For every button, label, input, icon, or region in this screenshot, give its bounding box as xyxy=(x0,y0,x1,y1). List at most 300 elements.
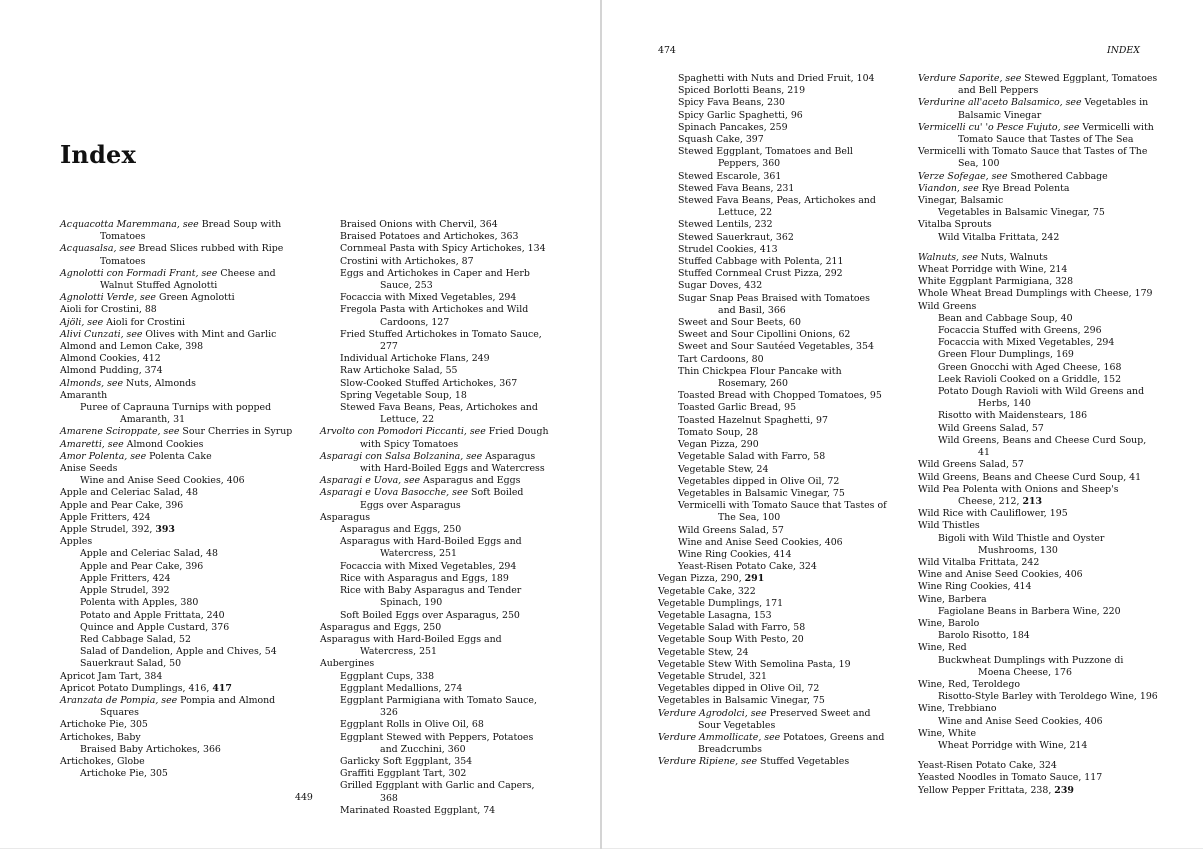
index-subentry xyxy=(320,683,550,695)
index-subentry xyxy=(918,362,1158,374)
index-entry xyxy=(918,301,1158,313)
index-entry xyxy=(918,219,1158,231)
entry-text: Yellow Pepper Frittata, 238, xyxy=(918,784,1055,796)
index-subentry xyxy=(320,268,550,292)
entry-text: Crostini with Artichokes, 87 xyxy=(340,255,474,267)
entry-cross-ref: Verdurine all'aceto Balsamico, see xyxy=(918,97,1082,109)
index-subentry xyxy=(918,423,1158,435)
index-subentry xyxy=(658,500,890,524)
index-entry xyxy=(918,276,1158,288)
entry-text: Slow-Cooked Stuffed Artichokes, 367 xyxy=(340,377,518,389)
entry-bold-page: 393 xyxy=(155,524,175,536)
index-entry xyxy=(60,524,310,536)
index-entry xyxy=(60,341,310,353)
index-subentry xyxy=(658,329,890,341)
index-entry xyxy=(918,642,1158,654)
entry-text: Vegetables in Balsamic Vinegar, 75 xyxy=(678,487,845,499)
entry-text: Salad of Dandelion, Apple and Chives, 54 xyxy=(80,646,277,658)
entry-text: Stewed Sauerkraut, 362 xyxy=(678,231,794,243)
index-entry xyxy=(918,459,1158,471)
entry-text: Yeast-Risen Potato Cake, 324 xyxy=(918,760,1057,772)
index-subentry xyxy=(918,374,1158,386)
index-entry xyxy=(60,268,310,292)
index-subentry xyxy=(918,435,1158,459)
index-entry xyxy=(320,451,550,475)
index-subentry xyxy=(320,292,550,304)
entry-text: Wild Greens, Beans and Cheese Curd Soup, 41 xyxy=(938,434,1147,459)
left-page xyxy=(0,0,600,848)
entry-text: Vermicelli with Tomato Sauce that Tastes of The Sea, 100 xyxy=(918,146,1148,170)
entry-text: Bread Slices rubbed with Ripe Tomatoes xyxy=(100,243,284,267)
entry-text: Braised Potatoes and Artichokes, 363 xyxy=(340,231,519,243)
entry-text: Asparagus and Eggs, 250 xyxy=(320,621,442,633)
index-entry xyxy=(658,647,890,659)
index-entry xyxy=(320,475,550,487)
index-entry xyxy=(918,252,1158,264)
entry-text: Wild Greens Salad, 57 xyxy=(938,422,1044,434)
entry-text: Whole Wheat Bread Dumplings with Cheese, 179 xyxy=(918,288,1153,300)
entry-cross-ref: Verdure Agrodolci, see xyxy=(658,707,767,719)
index-entry xyxy=(918,679,1158,691)
entry-text: Artichoke Pie, 305 xyxy=(80,768,168,780)
index-entry xyxy=(918,122,1158,146)
index-subentry xyxy=(320,695,550,719)
entry-text: Squash Cake, 397 xyxy=(678,134,764,146)
index-entry xyxy=(918,264,1158,276)
entry-text: Leek Ravioli Cooked on a Griddle, 152 xyxy=(938,373,1122,385)
letter-gap xyxy=(918,244,1158,252)
index-subentry xyxy=(60,658,310,670)
index-entry xyxy=(658,598,890,610)
index-entry xyxy=(658,610,890,622)
entry-text: Eggplant Stewed with Peppers, Potatoes and Zucchini, 360 xyxy=(340,731,534,755)
index-subentry xyxy=(658,122,890,134)
entry-text: Wine Ring Cookies, 414 xyxy=(918,581,1032,593)
entry-text: Cornmeal Pasta with Spicy Artichokes, 134 xyxy=(340,243,546,255)
entry-cross-ref: Amaretti, see xyxy=(60,438,124,450)
index-subentry xyxy=(60,548,310,560)
entry-text: Wild Vitalba Frittata, 242 xyxy=(918,556,1040,568)
index-entry xyxy=(918,703,1158,715)
index-entry xyxy=(60,671,310,683)
index-subentry xyxy=(60,561,310,573)
index-subentry xyxy=(658,525,890,537)
index-entry xyxy=(320,634,550,658)
entry-text: Wine and Anise Seed Cookies, 406 xyxy=(938,715,1103,727)
index-entry xyxy=(60,365,310,377)
index-subentry xyxy=(918,740,1158,752)
index-subentry xyxy=(60,585,310,597)
index-entry xyxy=(918,772,1158,784)
index-entry xyxy=(658,659,890,671)
entry-text: Vegetable Salad with Farro, 58 xyxy=(658,622,806,634)
entry-text: Asparagus xyxy=(320,511,371,523)
entry-cross-ref: Asparagi e Uova, see xyxy=(320,475,421,487)
entry-cross-ref: Aranzata de Pompia, see xyxy=(60,694,178,706)
entry-text: Wine, Red, Teroldego xyxy=(918,678,1020,690)
index-entry xyxy=(60,756,310,768)
index-entry xyxy=(918,472,1158,484)
index-subentry xyxy=(60,622,310,634)
entry-text: Individual Artichoke Flans, 249 xyxy=(340,353,490,365)
index-entry xyxy=(918,183,1158,195)
entry-text: Vegan Pizza, 290 xyxy=(678,439,759,451)
index-subentry xyxy=(658,488,890,500)
entry-text: Yeasted Noodles in Tomato Sauce, 117 xyxy=(918,772,1103,784)
index-subentry xyxy=(658,317,890,329)
entry-text: Braised Baby Artichokes, 366 xyxy=(80,743,221,755)
entry-text: Garlicky Soft Eggplant, 354 xyxy=(340,755,473,767)
entry-text: Toasted Garlic Bread, 95 xyxy=(678,402,797,414)
entry-text: Eggplant Parmigiana with Tomato Sauce, 326 xyxy=(340,694,537,719)
index-entry xyxy=(918,508,1158,520)
entry-text: Vegetables dipped in Olive Oil, 72 xyxy=(658,683,820,695)
entry-text: Potatoes, Greens and Breadcrumbs xyxy=(698,731,885,756)
index-subentry xyxy=(658,451,890,463)
right-page xyxy=(602,0,1203,848)
index-entry xyxy=(60,695,310,719)
index-subentry xyxy=(658,402,890,414)
index-subentry xyxy=(60,634,310,646)
index-subentry xyxy=(658,549,890,561)
index-entry xyxy=(918,785,1158,797)
entry-text: Wine, Red xyxy=(918,642,967,654)
entry-text: Bread Soup with Tomatoes xyxy=(100,219,282,243)
index-subentry xyxy=(658,256,890,268)
index-entry xyxy=(60,353,310,365)
index-subentry xyxy=(60,597,310,609)
index-entry xyxy=(320,512,550,524)
entry-text: Asparagus with Hard-Boiled Eggs and Watercress xyxy=(360,450,545,475)
index-entry xyxy=(918,97,1158,121)
entry-text: Wine and Anise Seed Cookies, 406 xyxy=(80,475,245,487)
index-subentry xyxy=(918,349,1158,361)
entry-text: Green Agnolotti xyxy=(155,292,235,304)
entry-text: Vegetable Soup With Pesto, 20 xyxy=(658,634,804,646)
entry-text: Grilled Eggplant with Garlic and Capers, 368 xyxy=(340,780,535,804)
index-subentry xyxy=(320,719,550,731)
entry-bold-page: 291 xyxy=(744,573,765,585)
entry-text: Barolo Risotto, 184 xyxy=(938,630,1030,642)
entry-text: Graffiti Eggplant Tart, 302 xyxy=(340,768,467,780)
index-subentry xyxy=(320,524,550,536)
index-entry xyxy=(918,728,1158,740)
index-subentry xyxy=(658,219,890,231)
index-subentry xyxy=(658,183,890,195)
entry-cross-ref: Agnolotti Verde, see xyxy=(60,292,156,304)
index-subentry xyxy=(658,427,890,439)
entry-bold-page: 213 xyxy=(1022,495,1043,507)
entry-text: Aioli for Crostini, 88 xyxy=(60,304,157,316)
index-subentry xyxy=(658,561,890,573)
entry-text: Wheat Porridge with Wine, 214 xyxy=(918,264,1068,276)
index-entry xyxy=(60,719,310,731)
entry-text: Soft Boiled Eggs over Asparagus xyxy=(360,487,524,511)
entry-text: Wild Greens xyxy=(918,300,977,312)
entry-text: Wild Vitalba Frittata, 242 xyxy=(938,231,1060,243)
index-entry xyxy=(320,487,550,511)
entry-text: Wild Greens Salad, 57 xyxy=(918,459,1024,471)
index-subentry xyxy=(918,337,1158,349)
entry-text: Vermicelli with Tomato Sauce that Tastes of The Sea xyxy=(958,121,1154,146)
index-entry xyxy=(918,618,1158,630)
index-subentry xyxy=(320,378,550,390)
entry-text: Apple and Pear Cake, 396 xyxy=(80,560,204,572)
entry-text: Wine, White xyxy=(918,727,977,739)
index-subentry xyxy=(658,73,890,85)
entry-text: Pompia and Almond Squares xyxy=(100,694,276,719)
index-subentry xyxy=(918,386,1158,410)
index-column xyxy=(60,219,310,780)
entry-text: Artichoke Pie, 305 xyxy=(60,719,148,731)
index-entry xyxy=(60,304,310,316)
index-subentry xyxy=(320,573,550,585)
index-subentry xyxy=(320,402,550,426)
entry-text: Artichokes, Globe xyxy=(60,755,145,767)
entry-text: Apricot Jam Tart, 384 xyxy=(60,670,163,682)
index-subentry xyxy=(918,325,1158,337)
entry-text: Spring Vegetable Soup, 18 xyxy=(340,389,467,401)
entry-text: Apples xyxy=(60,536,93,548)
entry-text: Green Flour Dumplings, 169 xyxy=(938,349,1074,361)
entry-text: Wine and Anise Seed Cookies, 406 xyxy=(918,569,1083,581)
index-entry xyxy=(658,573,890,585)
index-subentry xyxy=(658,85,890,97)
entry-bold-page: 417 xyxy=(212,682,232,694)
entry-text: Stewed Fava Beans, Peas, Artichokes and Lettuce, 22 xyxy=(678,195,876,219)
entry-text: Anise Seeds xyxy=(60,463,118,475)
index-subentry xyxy=(320,536,550,560)
index-entry xyxy=(60,536,310,548)
index-entry xyxy=(918,569,1158,581)
entry-text: Vegetables dipped in Olive Oil, 72 xyxy=(678,475,840,487)
index-subentry xyxy=(320,768,550,780)
entry-text: Vermicelli with Tomato Sauce that Tastes of The Sea, 100 xyxy=(678,500,887,524)
index-entry xyxy=(918,760,1158,772)
index-subentry xyxy=(60,744,310,756)
entry-text: Eggplant Medallions, 274 xyxy=(340,682,463,694)
index-subentry xyxy=(60,768,310,780)
entry-cross-ref: Asparagi e Uova Basocche, see xyxy=(320,487,469,499)
entry-text: Vegetable Stew, 24 xyxy=(678,463,769,475)
index-subentry xyxy=(658,110,890,122)
entry-text: Strudel Cookies, 413 xyxy=(678,243,778,255)
index-subentry xyxy=(320,243,550,255)
index-subentry xyxy=(918,313,1158,325)
entry-text: Wild Pea Polenta with Onions and Sheep's Cheese, 212, xyxy=(918,483,1119,507)
entry-text: Focaccia with Mixed Vegetables, 294 xyxy=(340,292,517,304)
entry-text: Risotto with Maidenstears, 186 xyxy=(938,410,1088,422)
entry-text: Puree of Caprauna Turnips with popped Amaranth, 31 xyxy=(80,402,272,426)
entry-text: Wild Thistles xyxy=(918,520,980,532)
index-subentry xyxy=(658,280,890,292)
entry-bold-page: 239 xyxy=(1054,784,1074,796)
entry-cross-ref: Almonds, see xyxy=(60,377,124,389)
entry-text: Wine, Barolo xyxy=(918,617,980,629)
entry-text: Apple Fritters, 424 xyxy=(60,511,151,523)
entry-text: Green Gnocchi with Aged Cheese, 168 xyxy=(938,361,1122,373)
entry-text: Apple and Celeriac Salad, 48 xyxy=(80,548,218,560)
entry-cross-ref: Walnuts, see xyxy=(918,251,978,263)
entry-text: Quince and Apple Custard, 376 xyxy=(80,621,230,633)
index-subentry xyxy=(658,195,890,219)
index-subentry xyxy=(320,805,550,817)
page-number: 474 xyxy=(658,45,676,56)
entry-text: Stuffed Vegetables xyxy=(757,756,850,768)
entry-text: Apple and Celeriac Salad, 48 xyxy=(60,487,198,499)
index-entry xyxy=(658,683,890,695)
index-entry xyxy=(658,622,890,634)
entry-text: Vegetable Stew With Semolina Pasta, 19 xyxy=(658,658,851,670)
index-entry xyxy=(658,756,890,768)
index-entry xyxy=(918,557,1158,569)
index-subentry xyxy=(320,304,550,328)
entry-text: Sugar Snap Peas Braised with Tomatoes and Basil, 366 xyxy=(678,292,870,316)
entry-text: Sweet and Sour Cipollini Onions, 62 xyxy=(678,329,851,341)
index-entry xyxy=(60,463,310,475)
entry-text: Stewed Eggplant, Tomatoes and Bell Peppers, 360 xyxy=(678,146,853,170)
index-subentry xyxy=(320,780,550,804)
index-subentry xyxy=(658,341,890,353)
entry-text: Potato and Apple Frittata, 240 xyxy=(80,609,225,621)
entry-text: Eggplant Cups, 338 xyxy=(340,670,435,682)
index-subentry xyxy=(658,366,890,390)
entry-text: Sweet and Sour Sautéed Vegetables, 354 xyxy=(678,341,874,353)
index-entry xyxy=(60,292,310,304)
entry-text: Rice with Baby Asparagus and Tender Spinach, 190 xyxy=(340,585,522,609)
entry-cross-ref: Verdure Ammollicate, see xyxy=(658,731,781,743)
index-subentry xyxy=(658,232,890,244)
index-entry xyxy=(918,171,1158,183)
index-subentry xyxy=(60,573,310,585)
index-entry xyxy=(60,683,310,695)
entry-text: Vegetable Strudel, 321 xyxy=(658,670,768,682)
entry-text: Aioli for Crostini xyxy=(103,316,186,328)
entry-text: Stewed Eggplant, Tomatoes and Bell Peppers xyxy=(958,73,1158,97)
entry-cross-ref: Ajöli, see xyxy=(60,316,104,328)
entry-cross-ref: Viandon, see xyxy=(918,182,979,194)
index-subentry xyxy=(658,244,890,256)
entry-text: Nuts, Almonds xyxy=(123,377,196,389)
entry-text: Vegetable Salad with Farro, 58 xyxy=(678,451,826,463)
entry-cross-ref: Verze Sofegae, see xyxy=(918,170,1008,182)
entry-text: Spinach Pancakes, 259 xyxy=(678,121,788,133)
index-subentry xyxy=(320,390,550,402)
index-entry xyxy=(60,219,310,243)
index-entry xyxy=(60,451,310,463)
entry-text: Stewed Fava Beans, Peas, Artichokes and Lettuce, 22 xyxy=(340,402,538,426)
page-title: Index xyxy=(60,140,137,169)
entry-text: Sauerkraut Salad, 50 xyxy=(80,658,182,670)
entry-text: Vegetables in Balsamic Vinegar, 75 xyxy=(938,207,1105,219)
index-subentry xyxy=(60,402,310,426)
index-entry xyxy=(918,520,1158,532)
entry-text: Polenta Cake xyxy=(146,450,212,462)
entry-text: Sweet and Sour Beets, 60 xyxy=(678,317,801,329)
entry-text: Wine, Barbera xyxy=(918,593,987,605)
entry-text: Apple Strudel, 392 xyxy=(80,585,170,597)
entry-text: Eggs and Artichokes in Caper and Herb Sauce, 253 xyxy=(340,267,530,292)
entry-text: Spicy Garlic Spaghetti, 96 xyxy=(678,109,803,121)
index-subentry xyxy=(320,756,550,768)
entry-text: Artichokes, Baby xyxy=(60,731,141,743)
entry-text: Braised Onions with Chervil, 364 xyxy=(340,219,498,230)
index-subentry xyxy=(320,561,550,573)
entry-text: Apricot Potato Dumplings, 416, xyxy=(60,682,213,694)
entry-text: Rye Bread Polenta xyxy=(978,182,1070,194)
index-entry xyxy=(60,439,310,451)
entry-text: White Eggplant Parmigiana, 328 xyxy=(918,276,1074,288)
entry-text: Spiced Borlotti Beans, 219 xyxy=(678,85,806,97)
entry-text: Fried Stuffed Artichokes in Tomato Sauce, 277 xyxy=(340,328,542,353)
index-subentry xyxy=(320,732,550,756)
entry-text: Preserved Sweet and Sour Vegetables xyxy=(698,707,871,731)
entry-text: Buckwheat Dumplings with Puzzone di Moena Cheese, 176 xyxy=(938,654,1124,678)
entry-cross-ref: Amor Polenta, see xyxy=(60,450,147,462)
entry-text: Rice with Asparagus and Eggs, 189 xyxy=(340,572,509,584)
entry-text: Bigoli with Wild Thistle and Oyster Mushrooms, 130 xyxy=(938,532,1105,556)
index-entry xyxy=(60,487,310,499)
index-entry xyxy=(320,658,550,670)
index-subentry xyxy=(658,354,890,366)
index-subentry xyxy=(60,646,310,658)
index-entry xyxy=(918,288,1158,300)
entry-text: Olives with Mint and Garlic xyxy=(142,328,277,340)
entry-text: Vegetable Stew, 24 xyxy=(658,646,749,658)
index-subentry xyxy=(918,207,1158,219)
entry-text: Wine and Anise Seed Cookies, 406 xyxy=(678,536,843,548)
entry-cross-ref: Verdure Saporite, see xyxy=(918,73,1022,84)
entry-text: Vegetable Cake, 322 xyxy=(658,585,756,597)
index-subentry xyxy=(658,439,890,451)
entry-cross-ref: Agnolotti con Formadi Frant, see xyxy=(60,267,218,279)
entry-text: Asparagus with Hard-Boiled Eggs and Watercress, 251 xyxy=(340,536,522,560)
index-subentry xyxy=(918,630,1158,642)
entry-text: Vegan Pizza, 290, xyxy=(658,573,745,585)
entry-text: Wild Rice with Cauliflower, 195 xyxy=(918,508,1068,520)
index-subentry xyxy=(658,476,890,488)
entry-text: Focaccia Stuffed with Greens, 296 xyxy=(938,325,1102,337)
entry-cross-ref: Arvolto con Pomodori Piccanti, see xyxy=(320,426,486,438)
entry-text: Toasted Bread with Chopped Tomatoes, 95 xyxy=(678,390,882,402)
entry-text: Marinated Roasted Eggplant, 74 xyxy=(340,804,496,816)
index-subentry xyxy=(918,655,1158,679)
index-subentry xyxy=(320,585,550,609)
index-entry xyxy=(658,732,890,756)
entry-text: Spaghetti with Nuts and Dried Fruit, 104 xyxy=(678,73,875,84)
entry-text: Apple Strudel, 392, xyxy=(60,524,156,536)
page-number: 449 xyxy=(295,792,313,803)
entry-text: Smothered Cabbage xyxy=(1007,170,1108,182)
entry-text: Sour Cherries in Syrup xyxy=(179,426,293,438)
index-entry xyxy=(60,378,310,390)
index-subentry xyxy=(658,415,890,427)
index-entry xyxy=(60,317,310,329)
index-subentry xyxy=(658,537,890,549)
entry-text: Vinegar, Balsamic xyxy=(918,195,1004,207)
entry-text: Fagiolane Beans in Barbera Wine, 220 xyxy=(938,605,1121,617)
index-entry xyxy=(60,329,310,341)
entry-cross-ref: Amarene Sciroppate, see xyxy=(60,426,180,438)
index-subentry xyxy=(320,671,550,683)
entry-text: Stuffed Cornmeal Crust Pizza, 292 xyxy=(678,268,843,280)
index-entry xyxy=(658,671,890,683)
entry-text: Spicy Fava Beans, 230 xyxy=(678,97,786,109)
index-entry xyxy=(918,146,1158,170)
entry-text: Eggplant Rolls in Olive Oil, 68 xyxy=(340,719,484,731)
index-entry xyxy=(60,732,310,744)
index-subentry xyxy=(918,606,1158,618)
